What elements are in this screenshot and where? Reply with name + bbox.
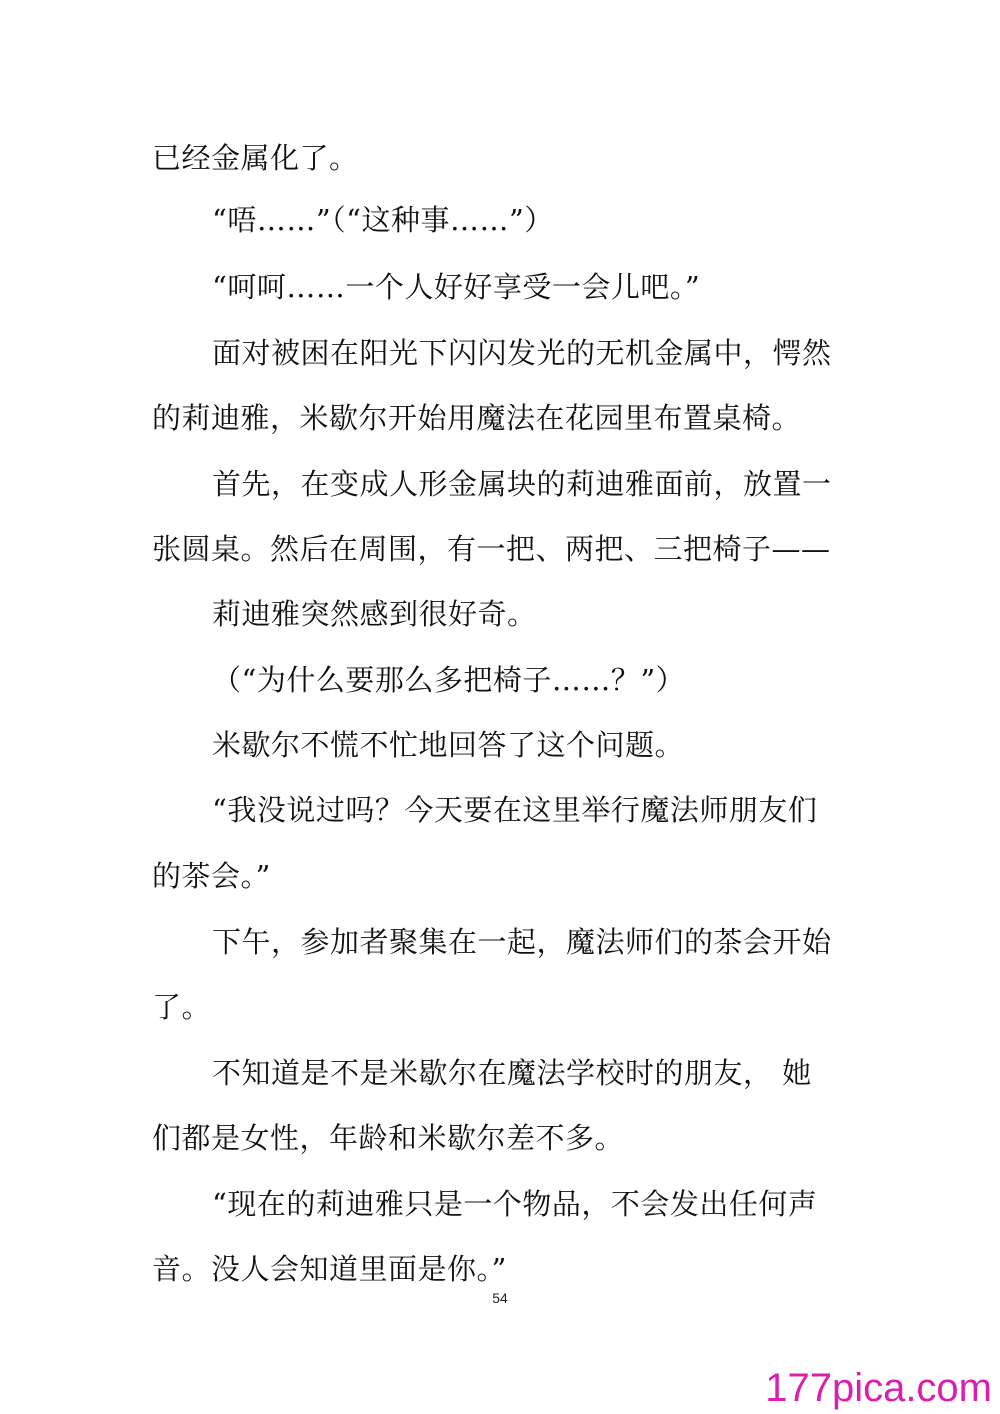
text-line: 音。没人会知道里面是你。” bbox=[152, 1252, 507, 1286]
text-line: 下午，参加者聚集在一起，魔法师们的茶会开始 bbox=[212, 925, 832, 959]
text-line: 的莉迪雅，米歇尔开始用魔法在花园里布置桌椅。 bbox=[152, 401, 802, 435]
text-line: “我没说过吗？今天要在这里举行魔法师朋友们 bbox=[212, 793, 818, 827]
text-line: “唔……”（“这种事……”） bbox=[212, 203, 554, 237]
text-line: 面对被困在阳光下闪闪发光的无机金属中，愕然 bbox=[212, 336, 832, 370]
text-line: （“为什么要那么多把椅子……？”） bbox=[212, 663, 686, 697]
text-line: 们都是女性，年龄和米歇尔差不多。 bbox=[152, 1121, 625, 1155]
text-line: “现在的莉迪雅只是一个物品，不会发出任何声 bbox=[212, 1187, 818, 1221]
text-line: 不知道是不是米歇尔在魔法学校时的朋友， 她 bbox=[212, 1056, 812, 1090]
text-line: “呵呵……一个人好好享受一会儿吧。” bbox=[212, 270, 701, 304]
watermark: 177pica.com bbox=[765, 1366, 992, 1410]
text-line: 的茶会。” bbox=[152, 859, 271, 893]
text-line: 张圆桌。然后在周围，有一把、两把、三把椅子—— bbox=[152, 532, 831, 566]
text-line: 首先，在变成人形金属块的莉迪雅面前，放置一 bbox=[212, 467, 832, 501]
text-line: 已经金属化了。 bbox=[152, 141, 359, 175]
text-line: 米歇尔不慌不忙地回答了这个问题。 bbox=[212, 728, 685, 762]
text-line: 莉迪雅突然感到很好奇。 bbox=[212, 597, 537, 631]
text-line: 了。 bbox=[152, 990, 212, 1024]
page-number: 54 bbox=[492, 1290, 508, 1306]
